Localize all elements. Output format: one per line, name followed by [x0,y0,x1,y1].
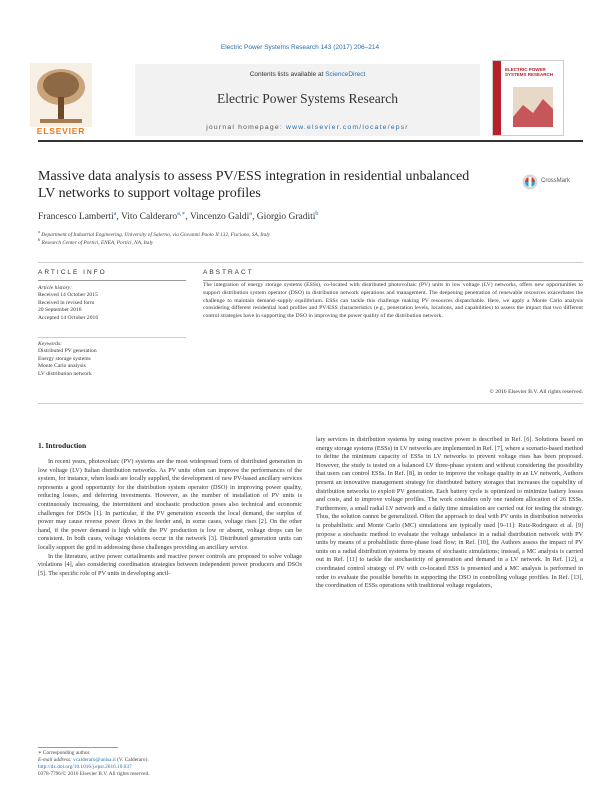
article-info-heading: ARTICLE INFO [38,269,107,276]
paragraph: In the literature, active power curtailments and reactive power controls are proposed to solve voltage violations [4], also considering coordination strategies between independent power producers and DSOs [5]. The specific role of PV units in developing ancil- [38,552,302,577]
abstract-divider [203,280,583,281]
author[interactable]: Vito Calderaro$^{a,∗}$ [120,211,186,223]
section-divider [38,262,583,263]
footnote: ∗ Corresponding author. E-mail address: vcalderaro@unisa.it (V. Calderaro). http://dx.doi.org/10.1016/j.epsr.2016.10.037 0378-7796/© 2016 Elsevier B.V. All rights reserved. [38,750,150,777]
abstract-copyright: © 2016 Elsevier B.V. All rights reserved. [489,389,583,395]
homepage-prefix: journal homepage: [206,124,287,131]
article-title: Massive data analysis to assess PV/ESS integration in residential unbalanced LV networks to support voltage profiles [38,169,470,201]
abstract-heading: ABSTRACT [203,269,254,276]
abstract-text: The integration of energy storage systems (ESSs), co-located with distributed photovoltaic (PV) units in low voltage (LV) networks, offers new opportunities to support distribution system operator (DSO) in distribution network operations and management. The deepening penetration of renewable resources exacerbates the challenge to maintain demand–supply equilibrium. ESSs can tackle this challenge making PV resources dispatchable. Here, we apply a Monte Carlo analysis considering different residential load profiles and PV/ESS characteristics (e.g., penetration levels, locations, and capabilities) to assess the impact that two different control strategies have in supporting the DSO in improving the power quality of the distribution network. [203,282,583,320]
doi-link[interactable]: http://dx.doi.org/10.1016/j.epsr.2016.10.037 [38,764,132,770]
info-divider [38,280,186,281]
homepage-link[interactable]: www.elsevier.com/locate/epsr [286,124,409,131]
journal-name[interactable]: Electric Power Systems Research [216,91,399,106]
footnote-divider [38,747,118,748]
author-list: Francesco Lamberti$^a$, Vito Calderaro$^{a,∗}$, Vincenzo Galdi$^a$, Giorgio Graditi$^b$ [38,211,319,223]
article-history: Article history: Received 14 October 2015 Received in revised form 20 September 2016 Accepted 14 October 2016 [38,285,99,321]
crossmark-label: CrossMark [541,178,571,184]
paragraph: In recent years, photovoltaic (PV) systems are the most widespread form of distributed generation in low voltage (LV) Italian distribution networks. As PV units often can improve the performances of the system, for instance, when loads are locally supplied, the development of new PV-based ancillary services represents a good opportunity for the distribution system operator (DSO) in improving power quality, reducing losses, and deferring investments. However, as the number of installation of PV units is continuously increasing, the intermittent and stochastic production poses also technical and economic challenges for DSOs [1]. In particular, if the PV generation exceeds the local demand, the surplus of power may cause reverse power flows in the feeder and, in some cases, voltage rises [2]. On the other hand, if the power demand is high while the PV production is low or absent, voltage drops can be consistent. In both cases, voltage violations occur in the network [3]. Distributed generation units can locally support the grid in addressing these challenges providing an ancillary service. [38,458,302,551]
journal-homepage [135,124,480,131]
crossmark-icon [522,174,538,190]
header-divider [38,140,583,142]
author[interactable]: Francesco Lamberti$^a$ [38,211,117,223]
email-link[interactable]: vcalderaro@unisa.it [73,757,116,763]
contents-prefix: Contents lists available at [249,71,326,78]
sciencedirect-link[interactable]: ScienceDirect [325,71,366,78]
crossmark-badge[interactable] [522,174,582,190]
info-subdivider [38,337,186,338]
contents-line [135,71,480,78]
cover-image [513,87,553,127]
journal-cover-thumbnail[interactable] [492,60,564,136]
right-column [316,436,583,591]
journal-reference[interactable]: Electric Power Systems Research 143 (2017) 206–214 [220,44,380,51]
publisher-name: ELSEVIER [36,126,86,136]
cover-stripe [493,61,501,135]
affiliation: $^b$ Research Center of Portici, ENEA, Portici, NA, Italy [38,237,154,246]
left-column [38,458,302,578]
cover-title: ELECTRIC POWER SYSTEMS RESEARCH [505,67,554,77]
keywords: Keywords: Distributed PV generation Energy storage systems Monte Carlo analysis LV distribution network [38,341,97,377]
section-heading: 1. Introduction [38,441,87,450]
author[interactable]: Vincenzo Galdi$^a$ [189,211,252,223]
abstract-bottom-divider [38,403,583,404]
author[interactable]: Giorgio Graditi$^b$ [256,211,319,223]
elsevier-tree-logo[interactable] [30,63,92,127]
paragraph: lary services in distribution systems by using reactive power is described in Ref. [6]. Solutions based on energy storage systems (ESSs) in LV networks are implemented in Ref. [7], where a scenario-based method to define the minimum capacity of ESSs in LV networks to prevent voltage rises has been proposed. However, the study is tested on a balanced LV three-phase system and without considering the possibility that users can control ESSs. In Ref. [8], in order to improve the voltage quality in an LV network, Authors present an innovative management strategy for distributed battery storages that increases the capability of distribution networks to exploit PV generation. Each battery cycle is optimized to minimize battery losses and costs, and to improve voltage profiles. The work considers only one random allocation of 26 ESSs. Furthermore, a small radial LV network and a daily time simulation are carried out for testing the strategy. Thus, the solution cannot be generalized. Often the approach to deal with PV units in distribution networks is probabilistic and Monte Carlo (MC) simulations are typically used [9–11]: Ruiz-Rodriguez et al. [9] propose a stochastic method to evaluate the voltage unbalance in a radial distribution network with PV units by means of a probabilistic three-phase load flow; in Ref. [10], the Authors assess the impact of PV units on a radial distribution systems by means of stochastic simulations; instead, a MC analysis is carried out in Ref. [11] to tackle the stochasticity of generation and demand in a LV network. In Ref. [12], a coordinated control strategy of PV with co-located ESS is presented and a MC analysis is performed in order to evaluate the possible benefits in supporting the DSO in controlling voltage profiles. In Ref. [13], the coordination of ESSs operations with traditional voltage regulators, [316,436,583,590]
affiliation: $^a$ Department of Industrial Engineering, University of Salerno, via Giovanni Paolo II 132, Fisciano, SA, Italy [38,229,271,238]
